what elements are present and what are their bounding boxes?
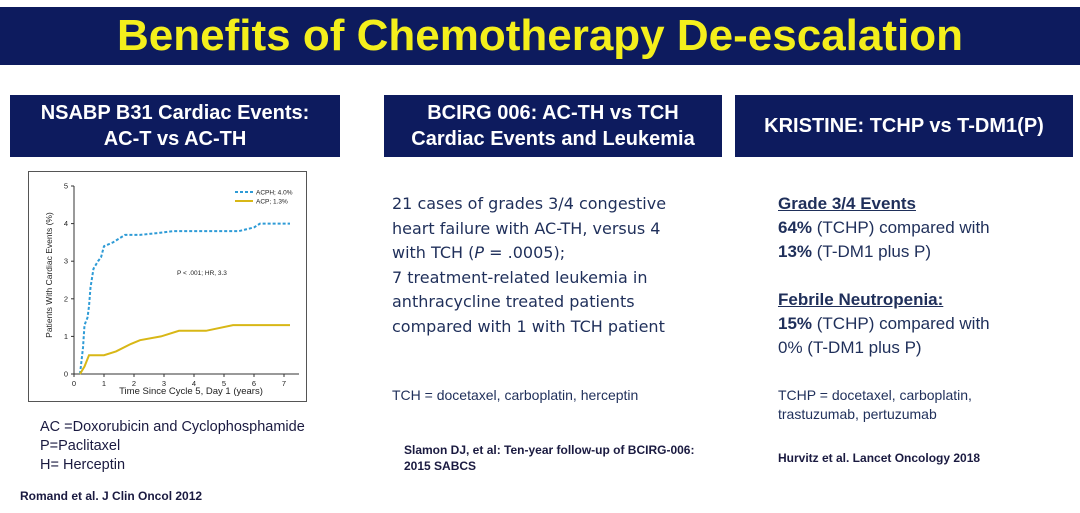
x-tick-label: 0 <box>71 379 77 388</box>
col1-abbreviations <box>40 418 305 475</box>
chart-annotation: P < .001; HR, 3.3 <box>177 270 227 277</box>
legend-label-1: ACP; 1.3% <box>256 198 288 206</box>
col1-header-line2: AC-T vs AC-TH <box>103 128 247 150</box>
chart-series <box>80 224 290 374</box>
col2-p-symbol: P <box>474 243 485 262</box>
col3-note-line2: trastuzumab, pertuzumab <box>778 406 937 422</box>
x-tick-label: 2 <box>131 379 137 388</box>
legend-label-0: ACPH; 4.0% <box>256 189 293 197</box>
col2-body-line3 <box>392 241 722 266</box>
col1-header-line1: NSABP B31 Cardiac Events: <box>40 102 310 124</box>
y-tick-label: 4 <box>63 219 68 229</box>
series-line-0 <box>80 224 290 374</box>
neut-line1 <box>778 312 1068 336</box>
neut-line1-rest: (TCHP) compared with <box>812 314 990 333</box>
col2-note: TCH = docetaxel, carboplatin, herceptin <box>392 387 639 403</box>
chart-axes <box>64 182 299 389</box>
x-tick-label: 1 <box>101 379 107 388</box>
x-tick-label: 7 <box>281 379 287 388</box>
grade-line2 <box>778 240 1068 264</box>
abbrev-ac: AC =Doxorubicin and Cyclophosphamide <box>40 419 305 435</box>
col2-body-line4: 7 treatment-related leukemia in <box>392 267 648 287</box>
grade-tdm1-value: 13% <box>778 242 813 261</box>
abbrev-h: H= Herceptin <box>40 457 126 473</box>
col2-line3-suffix: = .0005); <box>484 243 566 262</box>
col1-reference: Romand et al. J Clin Oncol 2012 <box>20 489 203 503</box>
neut-tchp-value: 15% <box>778 314 813 333</box>
col2-reference-line1: Slamon DJ, et al: Ten-year follow-up of BCIRG-006: <box>404 443 695 457</box>
grade-line1-rest: (TCHP) compared with <box>812 218 990 237</box>
x-tick-label: 4 <box>191 379 197 388</box>
chart-legend <box>235 190 293 206</box>
cardiac-events-chart <box>28 171 307 402</box>
y-tick-label: 5 <box>63 181 68 191</box>
col2-body <box>392 192 722 339</box>
grade-line2-rest: (T-DM1 plus P) <box>812 242 932 261</box>
col2-reference-line2: 2015 SABCS <box>404 459 477 473</box>
col2-header-line1: BCIRG 006: AC-TH vs TCH <box>427 102 679 124</box>
series-line-1 <box>80 325 290 374</box>
col3-note <box>778 386 1068 424</box>
col2-line3-prefix: with TCH ( <box>392 243 475 262</box>
x-tick-label: 3 <box>161 379 167 388</box>
col2-header-line2: Cardiac Events and Leukemia <box>411 128 695 150</box>
grade-line1 <box>778 216 1068 240</box>
x-tick-label: 5 <box>221 379 227 388</box>
x-tick-label: 6 <box>251 379 257 388</box>
col1-header <box>10 95 340 157</box>
chart-svg <box>29 172 306 401</box>
col2-body-line2: heart failure with AC-TH, versus 4 <box>392 218 661 238</box>
y-tick-label: 2 <box>63 294 68 304</box>
y-tick-label: 0 <box>63 369 68 379</box>
neut-line2: 0% (T-DM1 plus P) <box>778 338 922 357</box>
febrile-neutropenia-heading: Febrile Neutropenia: <box>778 290 944 309</box>
col3-header: KRISTINE: TCHP vs T-DM1(P) <box>735 95 1073 157</box>
y-tick-label: 3 <box>63 256 68 266</box>
abbrev-p: P=Paclitaxel <box>40 438 121 454</box>
grade-tchp-value: 64% <box>778 218 813 237</box>
col3-note-line1: TCHP = docetaxel, carboplatin, <box>778 387 972 403</box>
col2-body-line5: anthracycline treated patients <box>392 292 635 311</box>
col3-reference: Hurvitz et al. Lancet Oncology 2018 <box>778 451 981 465</box>
grade-events-heading: Grade 3/4 Events <box>778 194 916 213</box>
col2-header <box>384 95 722 157</box>
slide-title: Benefits of Chemotherapy De-escalation <box>0 7 1080 65</box>
col3-body <box>778 192 1068 360</box>
col2-body-line1: 21 cases of grades 3/4 congestive <box>392 194 667 213</box>
chart-xlabel: Time Since Cycle 5, Day 1 (years) <box>119 386 263 397</box>
col2-reference <box>404 442 744 474</box>
chart-ylabel: Patients With Cardiac Events (%) <box>44 212 54 338</box>
col2-body-line6: compared with 1 with TCH patient <box>392 316 665 336</box>
y-tick-label: 1 <box>63 331 68 341</box>
